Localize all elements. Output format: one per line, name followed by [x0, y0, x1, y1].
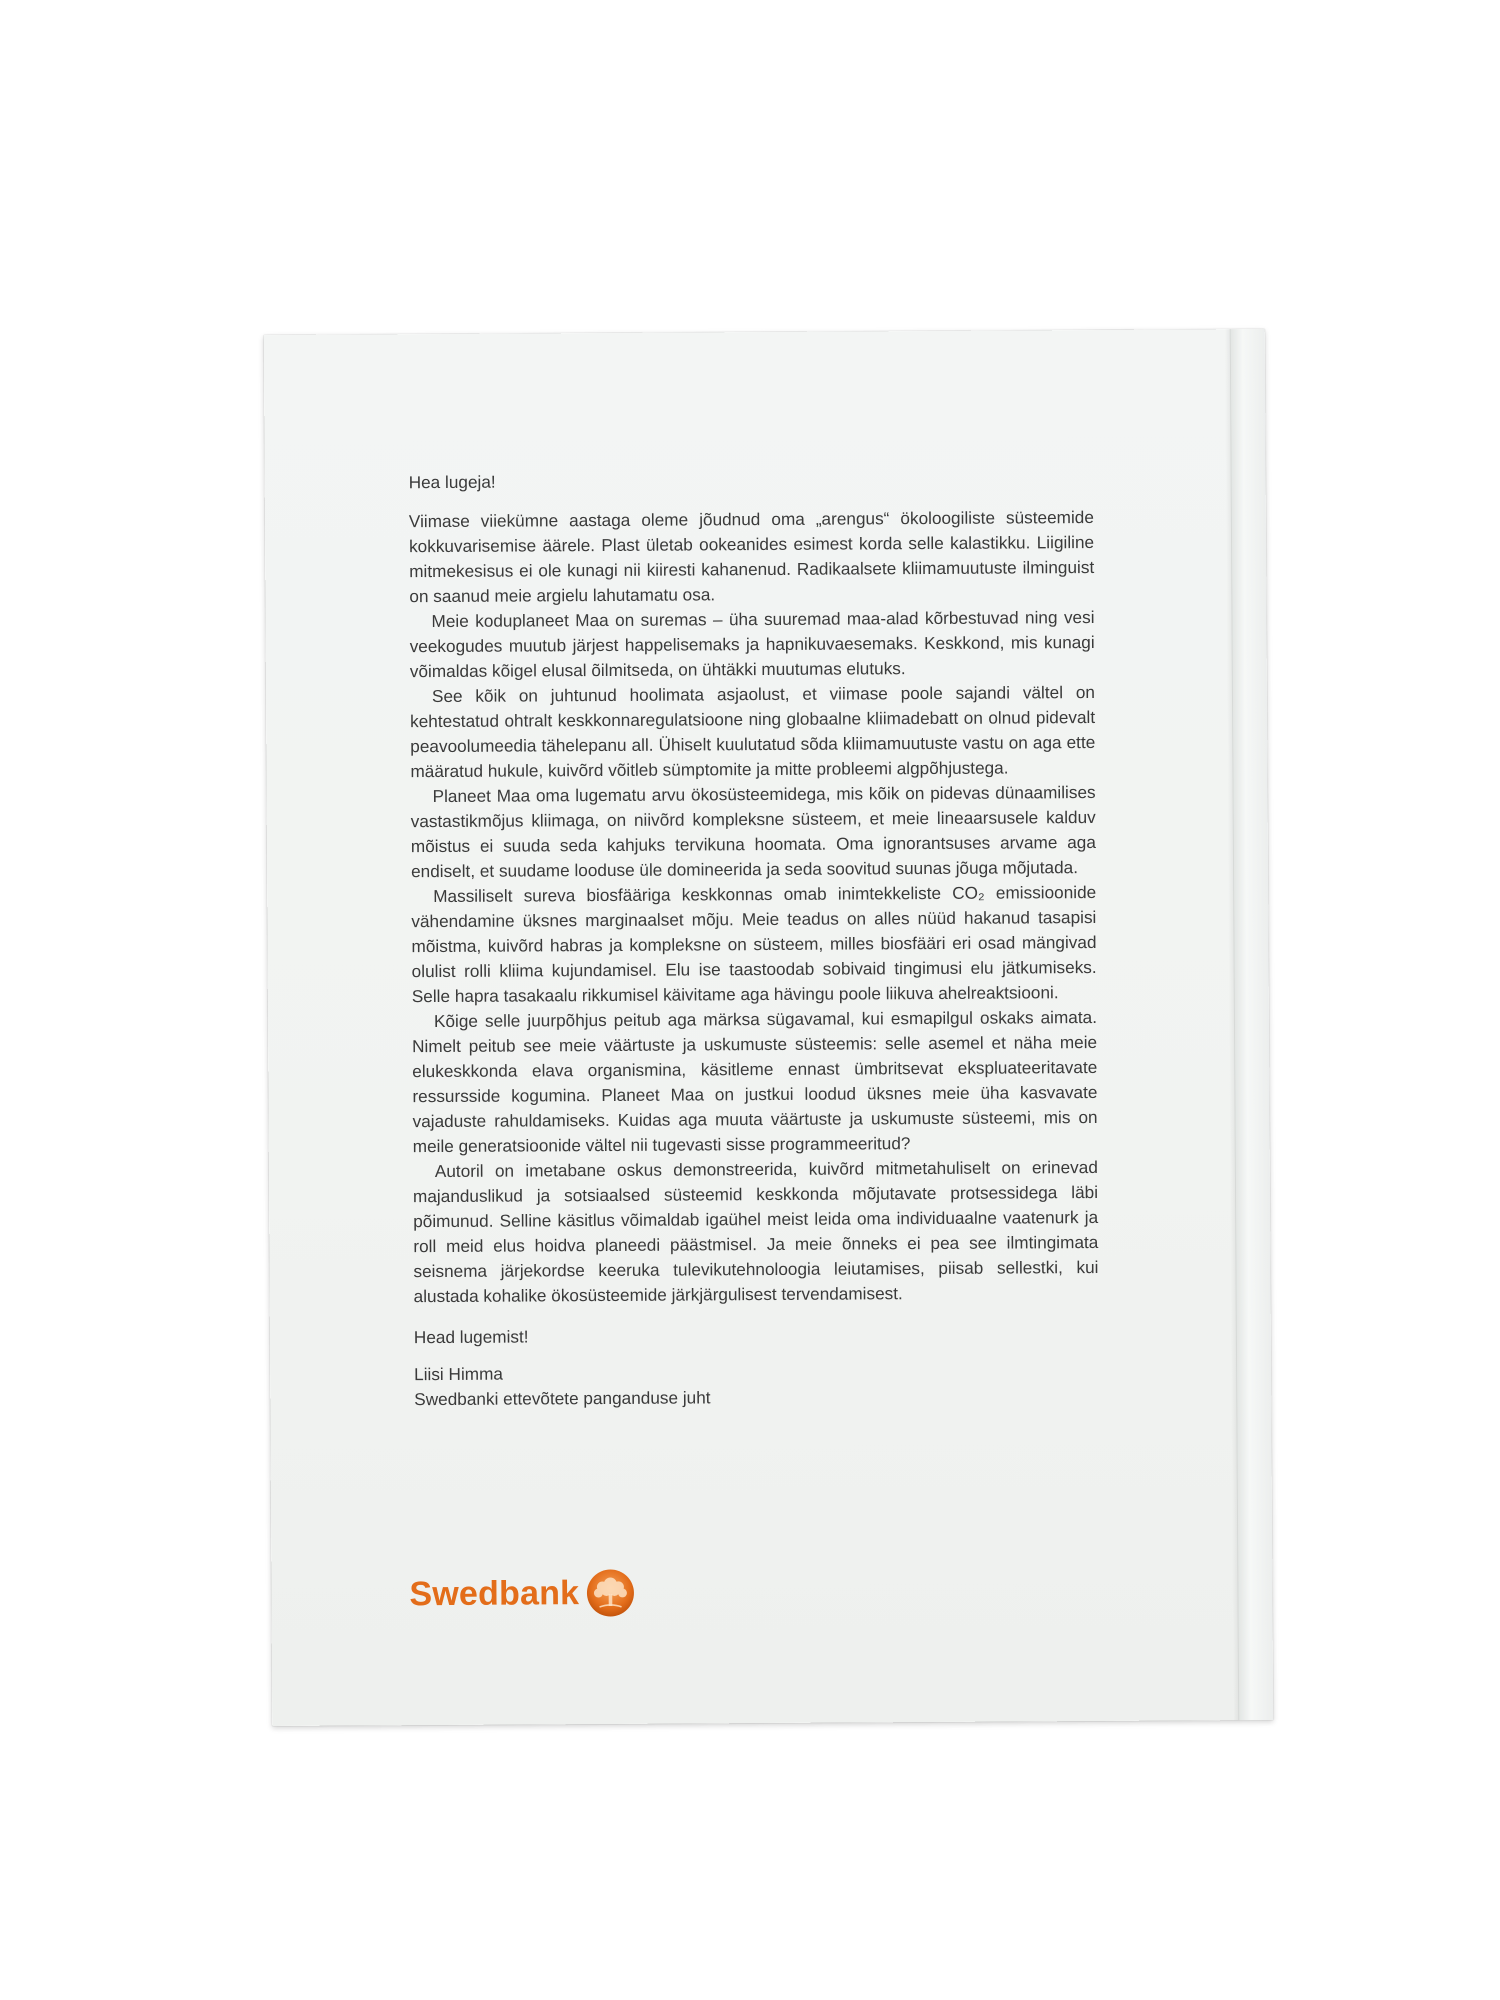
paragraph: Kõige selle juurpõhjus peitub aga märksa sügavamal, kui esmapilgul oskaks aimata. Nimelt peitub see meie väärtuste ja uskumuste süsteemis: selle asemel et näha meie elukeskkonda elava organismina, käsitleme ennast ümbritsevat ekspluateeritavate ressursside kogumina. Planeet Maa on justkui loodud üksnes meie üha kasvavate vajaduste rahuldamiseks. Kuidas aga muuta väärtuste ja uskumuste süsteemi, mis on meile generatsioonide vältel nii tugevasti sisse programmeeritud? — [412, 1006, 1098, 1157]
paragraph: Planeet Maa oma lugematu arvu ökosüsteemidega, mis kõik on pidevas dünaamilises vastastikmõjus kliimaga, on niivõrd kompleksne süsteem, et meie lineaarsusele kalduv mõistus ei suuda seda kahjuks tervikuna hoomata. Oma ignorantsuses arvame aga endiselt, et suudame looduse üle domineerida ja seda soovitud suunas jõuga mõjutada. — [410, 781, 1096, 882]
signer-title: Swedbanki ettevõtete panganduse juht — [414, 1387, 711, 1410]
book-back-cover — [264, 329, 1273, 1726]
foreword-text — [409, 466, 1100, 1412]
logo-wordmark: Swedbank — [409, 1573, 580, 1613]
paragraph: Meie koduplaneet Maa on suremas – üha suuremad maa-alad kõrbestuvad ning vesi veekogudes muutub järjest happelisemaks ja hapnikuvaesemaks. Keskkond, mis kunagi võimaldas kõigel elusal õilmitseda, on ühtäkki muutumas elutuks. — [409, 607, 1095, 682]
signer-name: Liisi Himma — [414, 1363, 503, 1385]
oak-tree-icon — [585, 1568, 635, 1618]
swedbank-logo — [409, 1568, 635, 1619]
book-spine — [1230, 329, 1273, 1720]
greeting: Hea lugeja! — [408, 471, 496, 493]
paragraph: Massiliselt sureva biosfääriga keskkonnas omab inimtekkeliste CO₂ emissioonide vähendamine üksnes marginaalset mõju. Meie teadus on alles nüüd hakanud tasapisi mõistma, kuivõrd habras ja kompleksne on süsteem, milles biosfääri eri osad mängivad olulist rolli kliima kujundamisel. Elu ise taastoodab sobivaid tingimusi elu jätkumiseks. Selle hapra tasakaalu rikkumisel käivitame aga hävingu poole liikuva ahelreaktsiooni. — [411, 881, 1097, 1007]
closing-line: Head lugemist! — [413, 1326, 529, 1348]
paragraph: Viimase viiekümne aastaga oleme jõudnud oma „arengus“ ökoloogiliste süsteemide kokkuvarisemise äärele. Plast ületab ookeanides esimest korda selle kalastikku. Liigiline mitmekesisus ei ole kunagi nii kiiresti kahanenud. Radikaalsete kliimamuutuste ilminguist on saanud meie argielu lahutamatu osa. — [408, 507, 1095, 607]
paragraph: See kõik on juhtunud hoolimata asjaolust, et viimase poole sajandi vältel on kehtestatud ohtralt keskkonnaregulatsioone ning globaalne kliimadebatt on olnud pidevalt peavoolumeedia tähelepanu all. Ühiselt kuulutatud sõda kliimamuutuste vastu on aga ette määratud hukule, kuivõrd võitleb sümptomite ja mitte probleemi algpõhjustega. — [410, 681, 1096, 782]
paragraph: Autoril on imetabane oskus demonstreerida, kuivõrd mitmetahuliselt on erinevad majanduslikud ja sotsiaalsed süsteemid keskkonda mõjutavate protsessidega läbi põimunud. Selline käsitlus võimaldab igaühel meist leida oma individuaalne vaatenurk ja roll meid elus hoidva planeedi päästmisel. Ja meie õnneks ei pea see ilmtingimata seisnema järjekordse keeruka tulevikutehnoloogia leiutamises, piisab sellestki, kui alustada kohalike ökosüsteemide järkjärgulisest tervendamisest. — [412, 1156, 1099, 1307]
